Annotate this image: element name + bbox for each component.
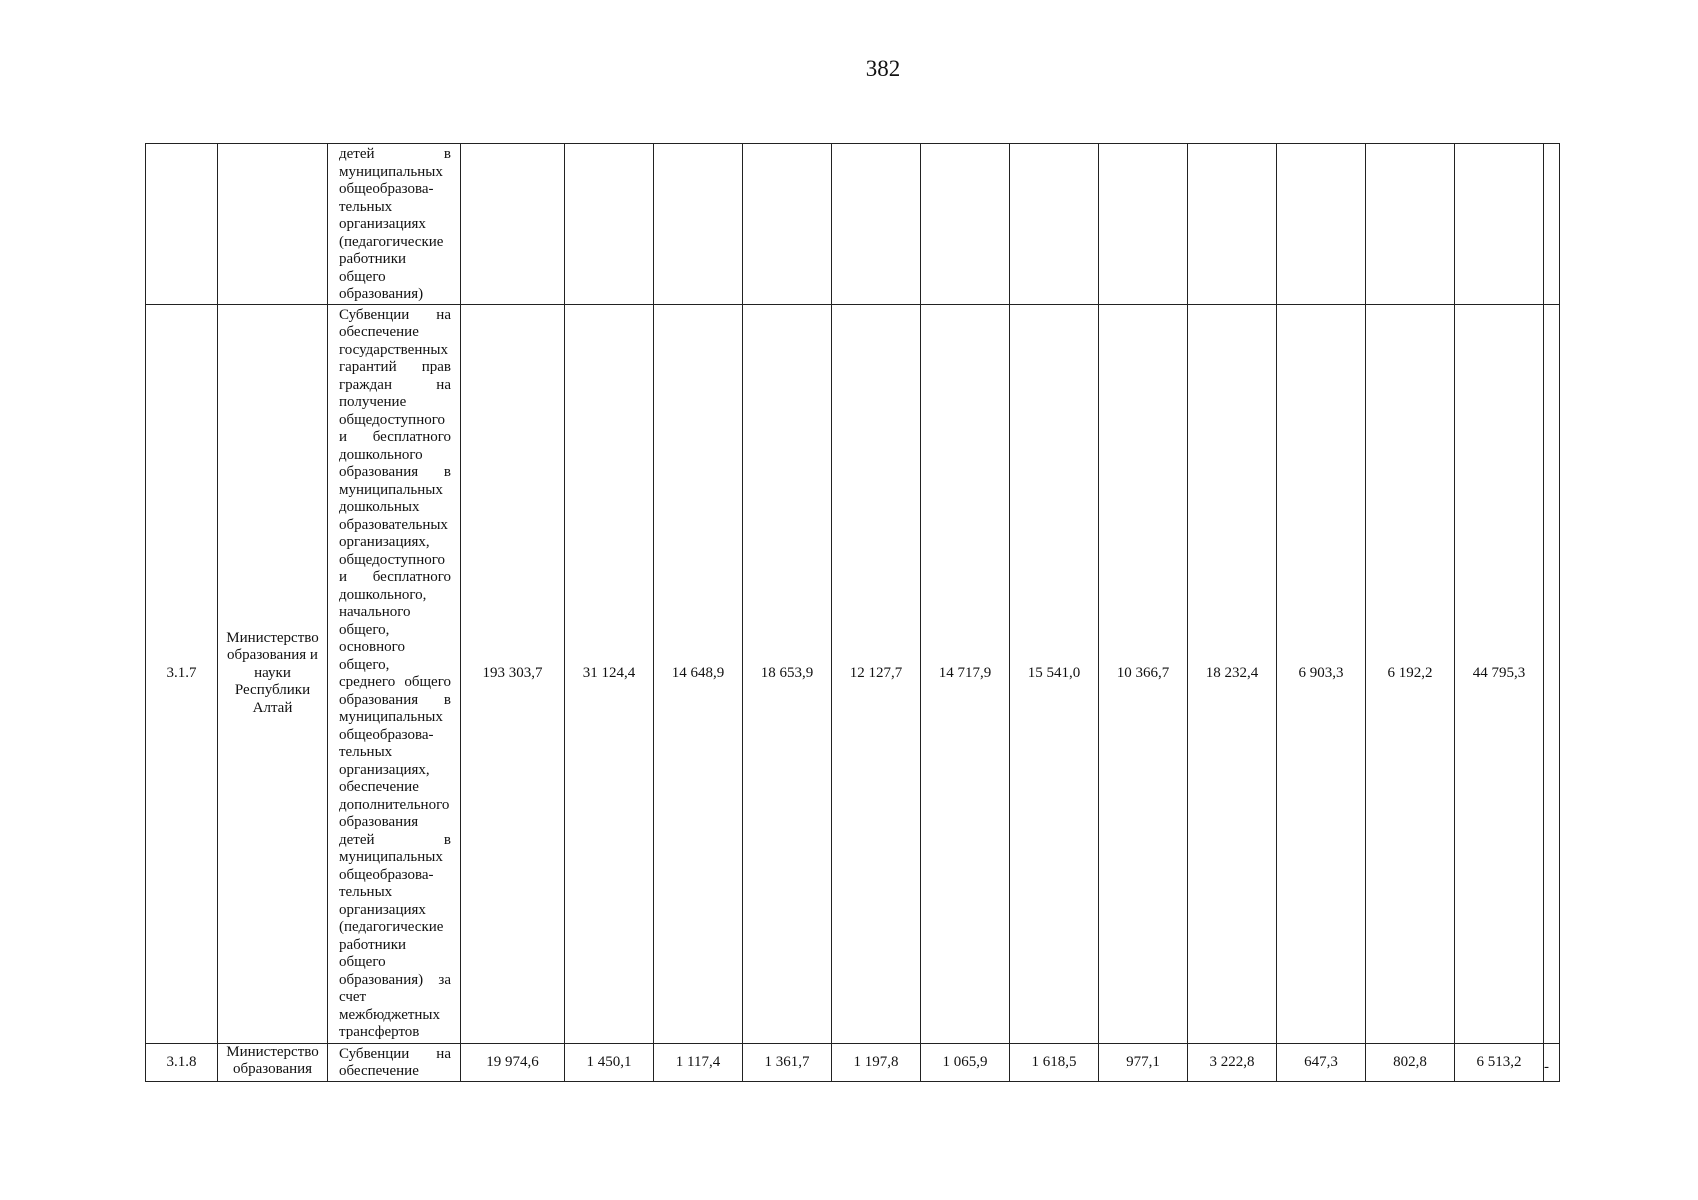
value-cell <box>1188 144 1277 305</box>
description-line: тельных <box>339 198 393 215</box>
description-line: и бесплатного <box>339 569 451 585</box>
value-cell: 10 366,7 <box>1099 304 1188 1043</box>
value-cell: 6 513,2 <box>1455 1043 1544 1081</box>
description-line: детей в <box>339 831 451 848</box>
value-cell: 14 717,9 <box>921 304 1010 1043</box>
value-cell: 18 653,9 <box>743 304 832 1043</box>
description-line: организациях, <box>339 761 430 778</box>
description-line: организациях <box>339 901 426 918</box>
organization-cell <box>218 144 328 305</box>
value-cell: 18 232,4 <box>1188 304 1277 1043</box>
description-line: общедоступного <box>339 551 445 568</box>
description-line: муниципальных <box>339 849 443 865</box>
description-line: Субвенции на <box>339 306 451 323</box>
value-cell: 15 541,0 <box>1010 304 1099 1043</box>
value-cell <box>1455 144 1544 305</box>
description-line: начального <box>339 604 411 620</box>
description-line: получение <box>339 394 407 410</box>
value-cell: 1 361,7 <box>743 1043 832 1081</box>
description-line: общего, <box>339 656 390 673</box>
description-line: государственных <box>339 341 448 358</box>
description-line: организациях <box>339 216 426 232</box>
organization-cell: Министерство образования <box>218 1043 328 1081</box>
description-line: муниципальных <box>339 163 443 180</box>
description-line: общего, <box>339 621 390 638</box>
value-cell: 1 618,5 <box>1010 1043 1099 1081</box>
table-row <box>146 304 1560 1043</box>
description-line: дошкольных <box>339 499 420 515</box>
description-line: граждан на <box>339 376 451 393</box>
description-cell <box>328 1043 461 1081</box>
description-line: среднего общего <box>339 674 451 690</box>
value-cell <box>1544 304 1560 1043</box>
value-cell <box>743 144 832 305</box>
value-cell: 44 795,3 <box>1455 304 1544 1043</box>
description-cell <box>328 304 461 1043</box>
value-cell <box>654 144 743 305</box>
description-line: тельных <box>339 884 393 900</box>
description-line: образования) за <box>339 971 451 988</box>
description-line: обеспечение <box>339 779 419 795</box>
page-number: 382 <box>865 56 901 81</box>
value-cell <box>1277 144 1366 305</box>
description-line: муниципальных <box>339 709 443 725</box>
description-line: трансфертов <box>339 1024 420 1040</box>
value-cell: 14 648,9 <box>654 304 743 1043</box>
description-line: образования в <box>339 464 451 480</box>
table-row <box>146 144 1560 305</box>
description-line: образования <box>339 814 419 830</box>
description-line: общеобразова- <box>339 866 434 883</box>
description-line: детей в <box>339 146 451 162</box>
description-line: работники <box>339 936 407 953</box>
row-code-cell <box>146 144 218 305</box>
description-line: образования) <box>339 286 424 302</box>
dash-mark: - <box>1544 1058 1549 1075</box>
description-line: дошкольного, <box>339 586 427 603</box>
table-row <box>146 1043 1560 1081</box>
description-line: обеспечение <box>339 324 419 340</box>
organization-cell: Министерство образования и науки Республики Алтай <box>218 304 328 1043</box>
description-line: межбюджетных <box>339 1006 441 1023</box>
value-cell: 31 124,4 <box>565 304 654 1043</box>
value-cell <box>832 144 921 305</box>
description-line: общего <box>339 268 386 285</box>
value-cell: 1 197,8 <box>832 1043 921 1081</box>
description-line: гарантий прав <box>339 359 451 375</box>
value-cell <box>921 144 1010 305</box>
value-cell <box>461 144 565 305</box>
value-cell: 19 974,6 <box>461 1043 565 1081</box>
description-line: и бесплатного <box>339 429 451 445</box>
description-line: Субвенции на <box>339 1045 451 1062</box>
value-cell: 3 222,8 <box>1188 1043 1277 1081</box>
budget-table <box>145 143 1560 1082</box>
value-cell: 6 903,3 <box>1277 304 1366 1043</box>
description-line: общего <box>339 954 386 970</box>
value-cell: 6 192,2 <box>1366 304 1455 1043</box>
value-cell: 647,3 <box>1277 1043 1366 1081</box>
description-line: счет <box>339 989 367 1005</box>
value-cell <box>565 144 654 305</box>
description-line: образовательных <box>339 516 448 533</box>
value-cell <box>1544 1043 1560 1081</box>
value-cell: 1 065,9 <box>921 1043 1010 1081</box>
value-cell: 802,8 <box>1366 1043 1455 1081</box>
value-cell: 1 117,4 <box>654 1043 743 1081</box>
description-line: дошкольного <box>339 446 423 463</box>
description-cell <box>328 144 461 305</box>
value-cell <box>1544 144 1560 305</box>
value-cell: 977,1 <box>1099 1043 1188 1081</box>
value-cell <box>1010 144 1099 305</box>
description-line: общедоступного <box>339 411 445 428</box>
value-cell: 12 127,7 <box>832 304 921 1043</box>
value-cell <box>1366 144 1455 305</box>
row-code-cell: 3.1.7 <box>146 304 218 1043</box>
description-line: дополнительного <box>339 796 450 813</box>
description-line: обеспечение <box>339 1063 419 1079</box>
description-line: общеобразова- <box>339 726 434 743</box>
description-line: основного <box>339 639 405 655</box>
value-cell <box>1099 144 1188 305</box>
row-code-cell: 3.1.8 <box>146 1043 218 1081</box>
description-line: тельных <box>339 744 393 760</box>
description-line: (педагогические <box>339 233 444 250</box>
description-line: образования в <box>339 691 451 708</box>
description-line: организациях, <box>339 534 430 550</box>
description-line: муниципальных <box>339 481 443 498</box>
description-line: работники <box>339 251 407 267</box>
value-cell: 193 303,7 <box>461 304 565 1043</box>
value-cell: 1 450,1 <box>565 1043 654 1081</box>
description-line: общеобразова- <box>339 181 434 197</box>
description-line: (педагогические <box>339 919 444 935</box>
